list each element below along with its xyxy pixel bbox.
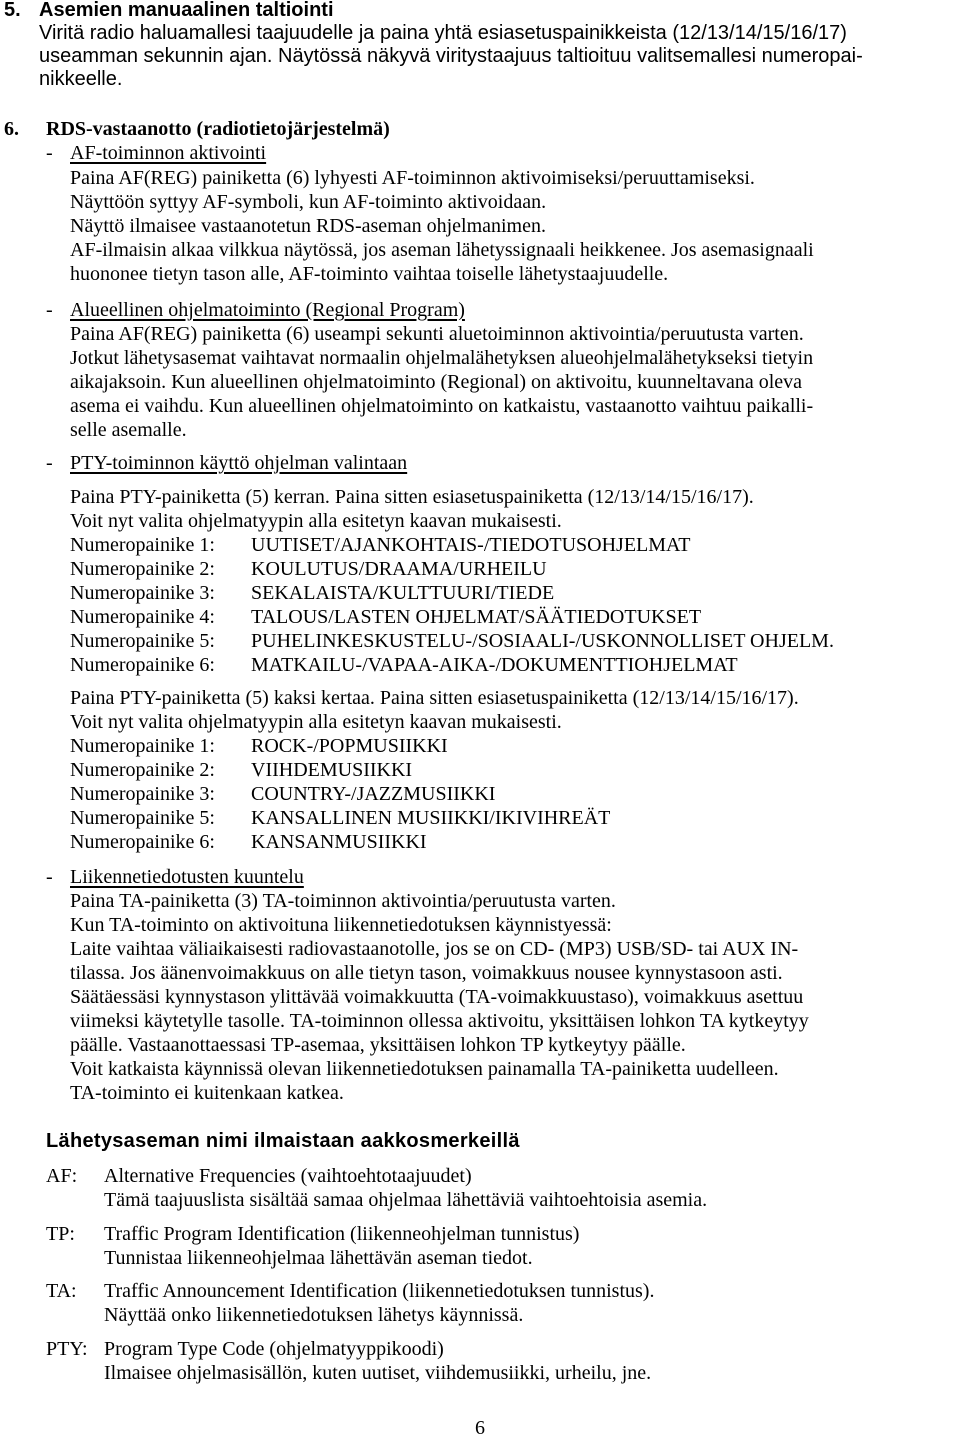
list-dash: -: [46, 299, 53, 321]
glossary-desc: Tämä taajuuslista sisältää samaa ohjelmaa lähettäviä vaihtoehtoisia asemia.: [104, 1189, 708, 1211]
pty-heading: PTY-toiminnon käyttö ohjelman valintaan: [70, 452, 408, 474]
section-6-number: 6.: [4, 118, 19, 140]
section-5-number: 5.: [4, 0, 21, 21]
paragraph-line: Laite vaihtaa väliaikaisesti radiovastaanotolle, jos se on CD- (MP3) USB/SD- tai AUX IN-: [70, 938, 799, 960]
preset-key: Numeropainike 1:: [70, 735, 215, 757]
list-dash: -: [46, 866, 53, 888]
paragraph-line: TA-toiminto ei kuitenkaan katkea.: [70, 1082, 344, 1104]
paragraph-line: useamman sekunnin ajan. Näytössä näkyvä viritystaajuus taltioituu valitsemallesi numeropai-: [39, 45, 863, 67]
paragraph-line: huononee tietyn tason alle, AF-toiminto vaihtaa toiselle lähetystaajuudelle.: [70, 263, 669, 285]
preset-key: Numeropainike 5:: [70, 807, 215, 829]
preset-value: KOULUTUS/DRAAMA/URHEILU: [251, 558, 547, 580]
af-heading: AF-toiminnon aktivointi: [70, 142, 267, 164]
glossary-abbr: PTY:: [46, 1338, 88, 1360]
preset-value: PUHELINKESKUSTELU-/SOSIAALI-/USKONNOLLISET OHJELM.: [251, 630, 834, 652]
preset-key: Numeropainike 5:: [70, 630, 215, 652]
preset-key: Numeropainike 2:: [70, 558, 215, 580]
paragraph-line: nikkeelle.: [39, 68, 123, 90]
paragraph-line: tilassa. Jos äänenvoimakkuus on alle tietyn tason, voimakkuus nousee kynnystasoon asti.: [70, 962, 783, 984]
glossary-term: Traffic Program Identification (liikenneohjelman tunnistus): [104, 1223, 580, 1245]
glossary-title: Lähetysaseman nimi ilmaistaan aakkosmerkeillä: [46, 1130, 520, 1152]
preset-key: Numeropainike 2:: [70, 759, 215, 781]
paragraph-line: selle asemalle.: [70, 419, 187, 441]
paragraph-line: Kun TA-toiminto on aktivoituna liikennetiedotuksen käynnistyessä:: [70, 914, 612, 936]
paragraph-line: Paina AF(REG) painiketta (6) useampi sekunti aluetoiminnon aktivointia/peruutusta varten.: [70, 323, 804, 345]
traffic-heading: Liikennetiedotusten kuuntelu: [70, 866, 304, 888]
glossary-desc: Ilmaisee ohjelmasisällön, kuten uutiset, viihdemusiikki, urheilu, jne.: [104, 1362, 652, 1384]
paragraph-line: Viritä radio haluamallesi taajuudelle ja paina yhtä esiasetuspainikkeista (12/13/14/15/16/17): [39, 22, 847, 44]
preset-key: Numeropainike 3:: [70, 582, 215, 604]
paragraph-line: Paina TA-painiketta (3) TA-toiminnon aktivointia/peruutusta varten.: [70, 890, 616, 912]
preset-value: MATKAILU-/VAPAA-AIKA-/DOKUMENTTIOHJELMAT: [251, 654, 738, 676]
paragraph-line: AF-ilmaisin alkaa vilkkua näytössä, jos aseman lähetyssignaali heikkenee. Jos asemasignaali: [70, 239, 814, 261]
paragraph-line: Näyttöön syttyy AF-symboli, kun AF-toiminto aktivoidaan.: [70, 191, 547, 213]
paragraph-line: Voit katkaista käynnissä olevan liikennetiedotuksen painamalla TA-painiketta uudelleen.: [70, 1058, 779, 1080]
list-dash: -: [46, 142, 53, 164]
preset-value: SEKALAISTA/KULTTUURI/TIEDE: [251, 582, 555, 604]
glossary-abbr: TP:: [46, 1223, 75, 1245]
preset-key: Numeropainike 4:: [70, 606, 215, 628]
paragraph-line: Paina PTY-painiketta (5) kerran. Paina sitten esiasetuspainiketta (12/13/14/15/16/17).: [70, 486, 754, 508]
preset-key: Numeropainike 6:: [70, 654, 215, 676]
preset-value: TALOUS/LASTEN OHJELMAT/SÄÄTIEDOTUKSET: [251, 606, 702, 628]
paragraph-line: Jotkut lähetysasemat vaihtavat normaalin ohjelmalähetyksen alueohjelmalähetykseksi tietyin: [70, 347, 814, 369]
preset-value: VIIHDEMUSIIKKI: [251, 759, 413, 781]
preset-key: Numeropainike 1:: [70, 534, 215, 556]
preset-key: Numeropainike 3:: [70, 783, 215, 805]
paragraph-line: Näyttö ilmaisee vastaanotetun RDS-aseman ohjelmanimen.: [70, 215, 546, 237]
preset-value: KANSALLINEN MUSIIKKI/IKIVIHREÄT: [251, 807, 611, 829]
paragraph-line: viimeksi käytetylle tasolle. TA-toiminnon ollessa aktivoitu, yksittäisen lohkon TA kytkeytyy: [70, 1010, 809, 1032]
section-5-title: Asemien manuaalinen taltiointi: [39, 0, 334, 21]
preset-key: Numeropainike 6:: [70, 831, 215, 853]
paragraph-line: Säätäessäsi kynnystason ylittävää voimakkuutta (TA-voimakkuustaso), voimakkuus asettuu: [70, 986, 804, 1008]
paragraph-line: Voit nyt valita ohjelmatyypin alla esitetyn kaavan mukaisesti.: [70, 510, 562, 532]
paragraph-line: aikajaksoin. Kun alueellinen ohjelmatoiminto (Regional) on aktivoitu, kuunneltavana oleva: [70, 371, 803, 393]
glossary-desc: Tunnistaa liikenneohjelmaa lähettävän aseman tiedot.: [104, 1247, 533, 1269]
paragraph-line: Paina AF(REG) painiketta (6) lyhyesti AF-toiminnon aktivoimiseksi/peruuttamiseksi.: [70, 167, 755, 189]
section-6-title: RDS-vastaanotto (radiotietojärjestelmä): [46, 118, 390, 140]
preset-value: UUTISET/AJANKOHTAIS-/TIEDOTUSOHJELMAT: [251, 534, 691, 556]
list-dash: -: [46, 452, 53, 474]
regional-heading: Alueellinen ohjelmatoiminto (Regional Program): [70, 299, 465, 321]
glossary-term: Alternative Frequencies (vaihtoehtotaajuudet): [104, 1165, 472, 1187]
glossary-desc: Näyttää onko liikennetiedotuksen lähetys käynnissä.: [104, 1304, 524, 1326]
paragraph-line: päälle. Vastaanottaessasi TP-asemaa, yksittäisen lohkon TP kytkeytyy päälle.: [70, 1034, 686, 1056]
paragraph-line: Paina PTY-painiketta (5) kaksi kertaa. Paina sitten esiasetuspainiketta (12/13/14/15/16/17).: [70, 687, 799, 709]
preset-value: COUNTRY-/JAZZMUSIIKKI: [251, 783, 496, 805]
paragraph-line: Voit nyt valita ohjelmatyypin alla esitetyn kaavan mukaisesti.: [70, 711, 562, 733]
glossary-abbr: AF:: [46, 1165, 78, 1187]
glossary-term: Program Type Code (ohjelmatyyppikoodi): [104, 1338, 444, 1360]
preset-value: KANSANMUSIIKKI: [251, 831, 427, 853]
preset-value: ROCK-/POPMUSIIKKI: [251, 735, 448, 757]
glossary-term: Traffic Announcement Identification (liikennetiedotuksen tunnistus).: [104, 1280, 655, 1302]
glossary-abbr: TA:: [46, 1280, 77, 1302]
paragraph-line: asema ei vaihdu. Kun alueellinen ohjelmatoiminto on katkaistu, vastaanotto vaihtuu paikalli-: [70, 395, 814, 417]
page-number: 6: [475, 1417, 485, 1439]
